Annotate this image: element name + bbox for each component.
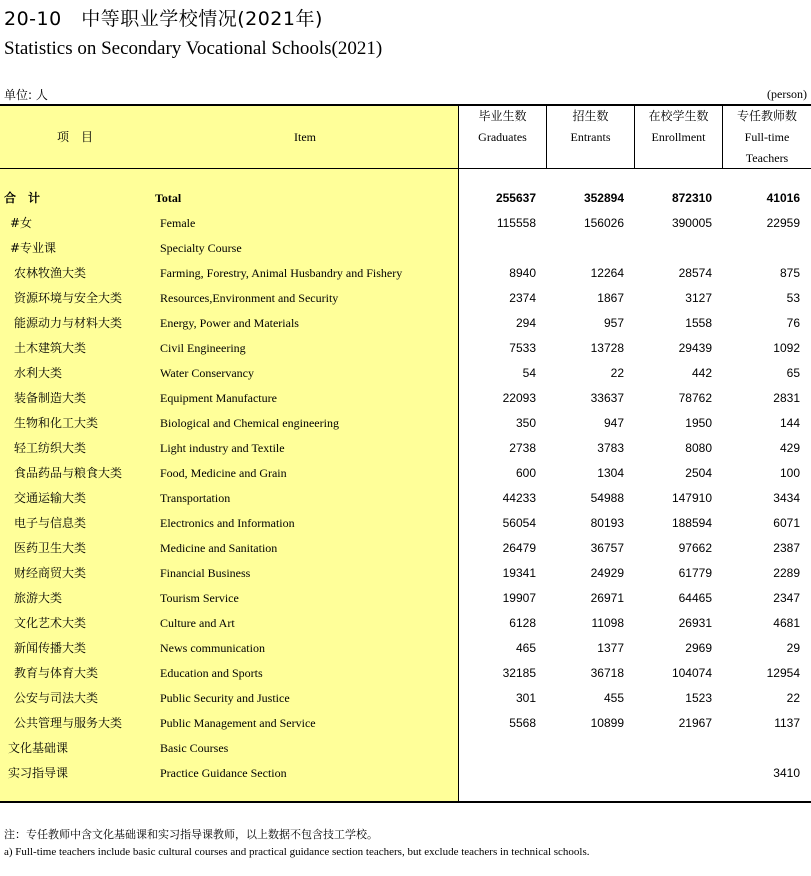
table-row-total: [0, 186, 811, 211]
row-label-cn: 文化艺术大类: [14, 616, 87, 630]
cell-teachers: 429: [779, 441, 800, 455]
table-row: [0, 436, 811, 461]
row-label-en: News communication: [160, 641, 265, 655]
cell-teachers: 3434: [773, 491, 800, 505]
cell-entrants: 352894: [583, 191, 624, 205]
cell-enrollment: 61779: [678, 566, 712, 580]
table-row: [0, 261, 811, 286]
header-item-en: Item: [294, 130, 316, 144]
table-row: [0, 211, 811, 236]
cell-enrollment: 1523: [685, 691, 712, 705]
cell-entrants: 26971: [590, 591, 624, 605]
cell-graduates: 115558: [496, 216, 536, 230]
cell-graduates: 255637: [495, 191, 536, 205]
cell-entrants: 947: [603, 416, 624, 430]
cell-teachers: 22: [786, 691, 800, 705]
table-row: [0, 461, 811, 486]
cell-teachers: 100: [779, 466, 800, 480]
cell-graduates: 350: [515, 416, 536, 430]
cell-graduates: 294: [515, 316, 536, 330]
cell-enrollment: 2504: [685, 466, 712, 480]
cell-enrollment: 1558: [685, 316, 712, 330]
table-row: [0, 661, 811, 686]
row-label-cn: 财经商贸大类: [14, 566, 87, 580]
cell-graduates: 301: [515, 691, 536, 705]
cell-entrants: 24929: [590, 566, 624, 580]
cell-teachers: 1092: [773, 341, 800, 355]
cell-graduates: 600: [515, 466, 536, 480]
cell-enrollment: 3127: [685, 291, 712, 305]
row-label-cn: 土木建筑大类: [14, 341, 87, 355]
table-row: [0, 686, 811, 711]
row-label-cn: 公共管理与服务大类: [14, 716, 123, 730]
cell-graduates: 465: [515, 641, 536, 655]
row-label-en: Electronics and Information: [160, 516, 295, 530]
table-row: [0, 386, 811, 411]
row-label-en: Specialty Course: [160, 241, 242, 255]
row-label-en: Medicine and Sanitation: [160, 541, 278, 555]
cell-entrants: 1867: [597, 291, 624, 305]
cell-enrollment: 2969: [685, 641, 712, 655]
row-label-en: Basic Courses: [160, 741, 229, 755]
page-title-cn: 20-10 中等职业学校情况(2021年): [4, 8, 323, 30]
cell-teachers: 2387: [773, 541, 800, 555]
cell-enrollment: 29439: [678, 341, 712, 355]
row-label-en: Water Conservancy: [160, 366, 254, 380]
row-label-en: Civil Engineering: [160, 341, 246, 355]
row-label-en: Education and Sports: [160, 666, 263, 680]
table-row: [0, 611, 811, 636]
row-label-cn: 公安与司法大类: [14, 691, 99, 705]
row-label-cn: 农林牧渔大类: [14, 266, 87, 280]
row-label-en: Resources,Environment and Security: [160, 291, 339, 305]
cell-entrants: 36757: [590, 541, 624, 555]
cell-teachers: 29: [786, 641, 800, 655]
cell-graduates: 6128: [509, 616, 536, 630]
row-label-cn: 交通运输大类: [14, 491, 87, 505]
row-label-cn: 装备制造大类: [14, 391, 87, 405]
cell-entrants: 11098: [591, 616, 624, 630]
row-label-cn: 合 计: [4, 191, 41, 205]
cell-graduates: 19341: [502, 566, 536, 580]
row-label-en: Farming, Forestry, Animal Husbandry and Fishery: [160, 266, 403, 280]
cell-teachers: 6071: [773, 516, 800, 530]
header-bottom-rule: [0, 168, 811, 169]
row-label-cn: #专业课: [10, 241, 57, 255]
row-label-cn: #女: [10, 216, 33, 230]
footnote-cn: 注：专任教师中含文化基础课和实习指导课教师，以上数据不包含技工学校。: [4, 828, 378, 841]
table-row: [0, 711, 811, 736]
row-label-en: Financial Business: [160, 566, 251, 580]
cell-teachers: 3410: [773, 766, 800, 780]
cell-teachers: 53: [786, 291, 800, 305]
row-label-en: Food, Medicine and Grain: [160, 466, 287, 480]
cell-enrollment: 26931: [678, 616, 712, 630]
table-row: [0, 761, 811, 786]
cell-teachers: 2347: [773, 591, 800, 605]
cell-entrants: 3783: [597, 441, 624, 455]
row-label-cn: 生物和化工大类: [14, 416, 99, 430]
cell-enrollment: 1950: [685, 416, 712, 430]
cell-graduates: 2738: [509, 441, 536, 455]
cell-entrants: 54988: [590, 491, 624, 505]
cell-graduates: 2374: [509, 291, 536, 305]
table-row: [0, 411, 811, 436]
cell-graduates: 32185: [502, 666, 536, 680]
cell-graduates: 22093: [502, 391, 536, 405]
cell-enrollment: 97662: [678, 541, 712, 555]
table-row: [0, 361, 811, 386]
table-row: [0, 561, 811, 586]
cell-graduates: 5568: [509, 716, 536, 730]
cell-teachers: 65: [786, 366, 800, 380]
cell-entrants: 12264: [590, 266, 624, 280]
table-row: [0, 311, 811, 336]
cell-graduates: 7533: [509, 341, 536, 355]
cell-graduates: 19907: [502, 591, 536, 605]
cell-teachers: 144: [779, 416, 800, 430]
cell-enrollment: 8080: [685, 441, 712, 455]
row-label-cn: 新闻传播大类: [14, 641, 87, 655]
cell-enrollment: 872310: [671, 191, 712, 205]
table-row: [0, 511, 811, 536]
table-row: [0, 336, 811, 361]
cell-teachers: 1137: [774, 716, 800, 730]
row-label-en: Tourism Service: [160, 591, 239, 605]
table-row: [0, 486, 811, 511]
row-label-cn: 资源环境与安全大类: [14, 291, 123, 305]
cell-entrants: 33637: [590, 391, 624, 405]
row-label-en: Total: [155, 191, 182, 205]
row-label-cn: 电子与信息类: [14, 516, 87, 530]
row-label-en: Female: [160, 216, 196, 230]
row-label-en: Transportation: [160, 491, 231, 505]
unit-label-cn: 单位: 人: [4, 88, 48, 102]
table-row: [0, 736, 811, 761]
table-row: [0, 236, 811, 261]
row-label-en: Public Management and Service: [160, 716, 316, 730]
table-row: [0, 636, 811, 661]
cell-entrants: 13728: [590, 341, 624, 355]
row-label-en: Energy, Power and Materials: [160, 316, 299, 330]
cell-enrollment: 390005: [671, 216, 712, 230]
cell-entrants: 1304: [597, 466, 624, 480]
row-label-cn: 水利大类: [14, 366, 63, 380]
cell-teachers: 4681: [773, 616, 800, 630]
row-label-cn: 轻工纺织大类: [14, 441, 87, 455]
cell-teachers: 76: [786, 316, 800, 330]
cell-entrants: 957: [603, 316, 624, 330]
row-label-en: Light industry and Textile: [160, 441, 285, 455]
cell-enrollment: 78762: [678, 391, 712, 405]
cell-graduates: 54: [522, 366, 536, 380]
table-row: [0, 586, 811, 611]
cell-teachers: 2289: [773, 566, 800, 580]
footnote-en: a) Full-time teachers include basic cultural courses and practical guidance section teachers, but exclude teachers in technical schools.: [4, 846, 590, 858]
cell-teachers: 41016: [766, 191, 800, 205]
row-label-cn: 食品药品与粮食大类: [14, 466, 123, 480]
cell-graduates: 26479: [502, 541, 536, 555]
unit-label-en: (person): [767, 87, 807, 101]
cell-enrollment: 104074: [671, 666, 712, 680]
cell-entrants: 22: [610, 366, 624, 380]
table-bottom-rule: [0, 801, 811, 803]
cell-entrants: 455: [603, 691, 624, 705]
cell-enrollment: 64465: [678, 591, 712, 605]
row-label-cn: 医药卫生大类: [14, 541, 87, 555]
page-title-en: Statistics on Secondary Vocational Schools(2021): [4, 38, 383, 59]
table-row: [0, 536, 811, 561]
header-item-cn: 项 目: [56, 130, 93, 144]
cell-graduates: 8940: [509, 266, 536, 280]
row-label-en: Biological and Chemical engineering: [160, 416, 339, 430]
row-label-en: Equipment Manufacture: [160, 391, 277, 405]
row-label-cn: 实习指导课: [8, 766, 69, 780]
cell-enrollment: 188594: [671, 516, 712, 530]
cell-teachers: 875: [779, 266, 800, 280]
cell-enrollment: 28574: [678, 266, 712, 280]
cell-entrants: 36718: [590, 666, 624, 680]
cell-enrollment: 442: [691, 366, 712, 380]
row-label-cn: 文化基础课: [8, 741, 69, 755]
row-label-cn: 旅游大类: [14, 591, 63, 605]
cell-teachers: 2831: [773, 391, 800, 405]
row-label-en: Practice Guidance Section: [160, 766, 287, 780]
cell-enrollment: 21967: [678, 716, 712, 730]
cell-graduates: 56054: [502, 516, 536, 530]
row-label-en: Culture and Art: [160, 616, 235, 630]
cell-entrants: 10899: [590, 716, 624, 730]
cell-entrants: 156026: [583, 216, 624, 230]
row-label-cn: 教育与体育大类: [14, 666, 99, 680]
cell-entrants: 1377: [597, 641, 624, 655]
cell-enrollment: 147910: [671, 491, 712, 505]
row-label-en: Public Security and Justice: [160, 691, 290, 705]
table-row: [0, 286, 811, 311]
cell-teachers: 12954: [766, 666, 800, 680]
cell-graduates: 44233: [502, 491, 536, 505]
cell-teachers: 22959: [766, 216, 800, 230]
cell-entrants: 80193: [590, 516, 624, 530]
row-label-cn: 能源动力与材料大类: [14, 316, 123, 330]
